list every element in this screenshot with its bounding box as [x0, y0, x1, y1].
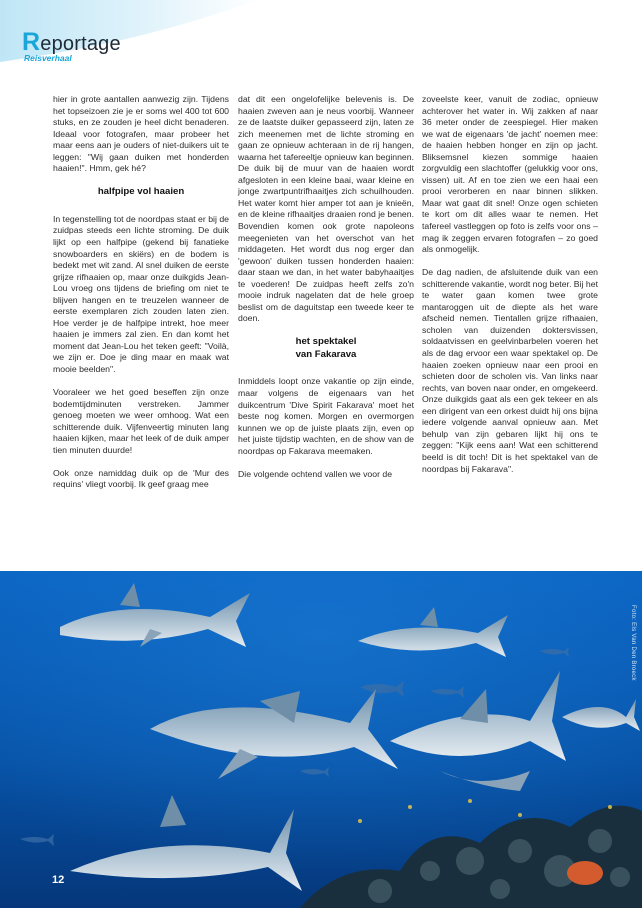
- paragraph: dat dit een ongelofelijke belevenis is. De haaien zweven aan je neus voorbij. Wanneer ze de laatste duiker gepasseerd zijn, laten ze zich meenemen met de lichte stroming en gaan ze opnieuw achteraan in de rij hangen, waarna het tafereeltje opnieuw kan beginnen. De duik bij de muur van de haaien wordt afgesloten in een kleine baai, waar kleine en jonge zwartpuntrifhaaitjes zich schuilhouden. Het water komt hier amper tot aan je knieën, en de kleine rifhaaitjes draaien rond je benen. Bovendien komen ook grote napoleons meegenieten van het overschot van het middageten. Het wordt dus nog erger dan 'gewoon' duiken tussen honderden haaien: daar staan we dan, in het water babyhaaitjes te voederen! De zuidpas heeft zelfs zo'n mooie indruk nagelaten dat de hele groep beslist om de daguitstap een tweede keer te doen.: [238, 94, 414, 324]
- paragraph: Die volgende ochtend vallen we voor de: [238, 468, 393, 479]
- paragraph: Ook onze namiddag duik op de 'Mur des requins' vliegt voorbij. Ik geef graag mee: [53, 467, 229, 490]
- subheading: [238, 336, 414, 361]
- paragraph: Inmiddels loopt onze vakantie op zijn einde, maar volgens de eigenaars van het duikcentrum 'Dive Spirit Fakarava' moet het beste nog komen. Morgen en overmorgen kunnen we op de juiste plaats zijn, even op het juiste tijdstip wachten, en de show van de noordpas op Fakarava meemaken.: [238, 376, 414, 456]
- paragraph: zoveelste keer, vanuit de zodiac, opnieuw achterover het water in. Wij zakken af naar 36 meter onder de zeespiegel. Hier maken we wat de eigenaars 'de jacht' noemen mee: de haaien hebben honger en zijn op jacht. Bliksemsnel kiezen sommige haaien zorgvuldig een slachtoffer (gelukkig voor ons, vissen) uit. Af en toe zien we een haai een prooi verorberen en naar binnen slikken. Maar wat gaat dit snel! Onze ogen schieten te kort om dit alles waar te nemen. Het tafereel vastleggen op foto is zelfs voor ons – mag ik zeggen ervaren fotografen – zo goed als onmogelijk.: [422, 94, 598, 255]
- section-title-rest: eportage: [40, 33, 121, 55]
- paragraph: Vooraleer we het goed beseffen zijn onze bodemtijdminuten verstreken. Jammer genoeg moeten we weer omhoog. Wat een schitterende duik. Vijfenveertig minuten lang haaien kijken, maar het leek of de duik amper tien minuten duurde!: [53, 387, 229, 455]
- paragraph: In tegenstelling tot de noordpas staat er bij de zuidpas steeds een lichte stroming. De duik lijkt op een halfpipe (gekend bij fanatieke snowboarders en skiërs) en de bodem is bedekt met wit zand. Al snel duiken de eerste grijze rifhaaien op, maar onze duikgids Jean-Lou vroeg ons tijdens de briefing om niet te blijven hangen en te treuzelen wanneer de eerste exemplaren zich zouden laten zien. Hoe verder je de halfpipe intrekt, hoe meer haaien je immers zal zien. En dan komt het moment dat Jean-Lou het teken geeft: "Voilà, we zijn er. Doe je ding maar en maak wat mooie beelden".: [53, 213, 229, 374]
- paragraph: hier in grote aantallen aanwezig zijn. Tijdens het topseizoen zie je er soms wel 400 tot 600 stuks, en ze zouden je heel dicht benaderen. Ideaal voor fotografen, maar probeer het maar eens aan je ouders of niet-duikers uit te leggen: "Wij gaan duiken met honderden haaien!". Hmm, gek hé?: [53, 94, 229, 174]
- photo-credit: Foto: Els Van Den Broeck: [630, 605, 636, 681]
- subheading-line-1: het spektakel: [295, 336, 357, 348]
- paragraph: De dag nadien, de afsluitende duik van een schitterende vakantie, wordt nog beter. Bij het te water gaan komen twee grote mantaroggen uit de diepte als het ware afscheid nemen. Tientallen grijze rifhaaien, scholen van duizenden doktersvissen, soldaatvissen en geelvinbarbelen voeren het als de dag ervoor een waar spektakel op. De haaien zoeken opnieuw naar een prooi en schieten door de scholen vis. Van links naar rechts, van boven naar onder, en omgekeerd. Onze duikgids gaat als een gek tekeer en als een dirigent van een orkest duidt hij ons bijna iedere volgende aanval opnieuw aan. Met behulp van zijn gebaren lijkt hij ons te zeggen: "Kijk eens aan! Wat een schitterend beeld is dit toch! Dit is het spektakel van de noordpas bij Fakarava".: [422, 267, 598, 474]
- section-title-initial: R: [22, 28, 41, 56]
- shark-photo: [0, 571, 642, 908]
- text-column-2: [238, 94, 414, 480]
- subheading: halfpipe vol haaien: [97, 186, 185, 198]
- subheading-line-2: van Fakarava: [295, 348, 357, 360]
- text-column-1: [53, 94, 229, 491]
- text-column-3: [422, 94, 598, 487]
- page-number: 12: [52, 874, 65, 886]
- section-subtitle: Reisverhaal: [24, 53, 72, 63]
